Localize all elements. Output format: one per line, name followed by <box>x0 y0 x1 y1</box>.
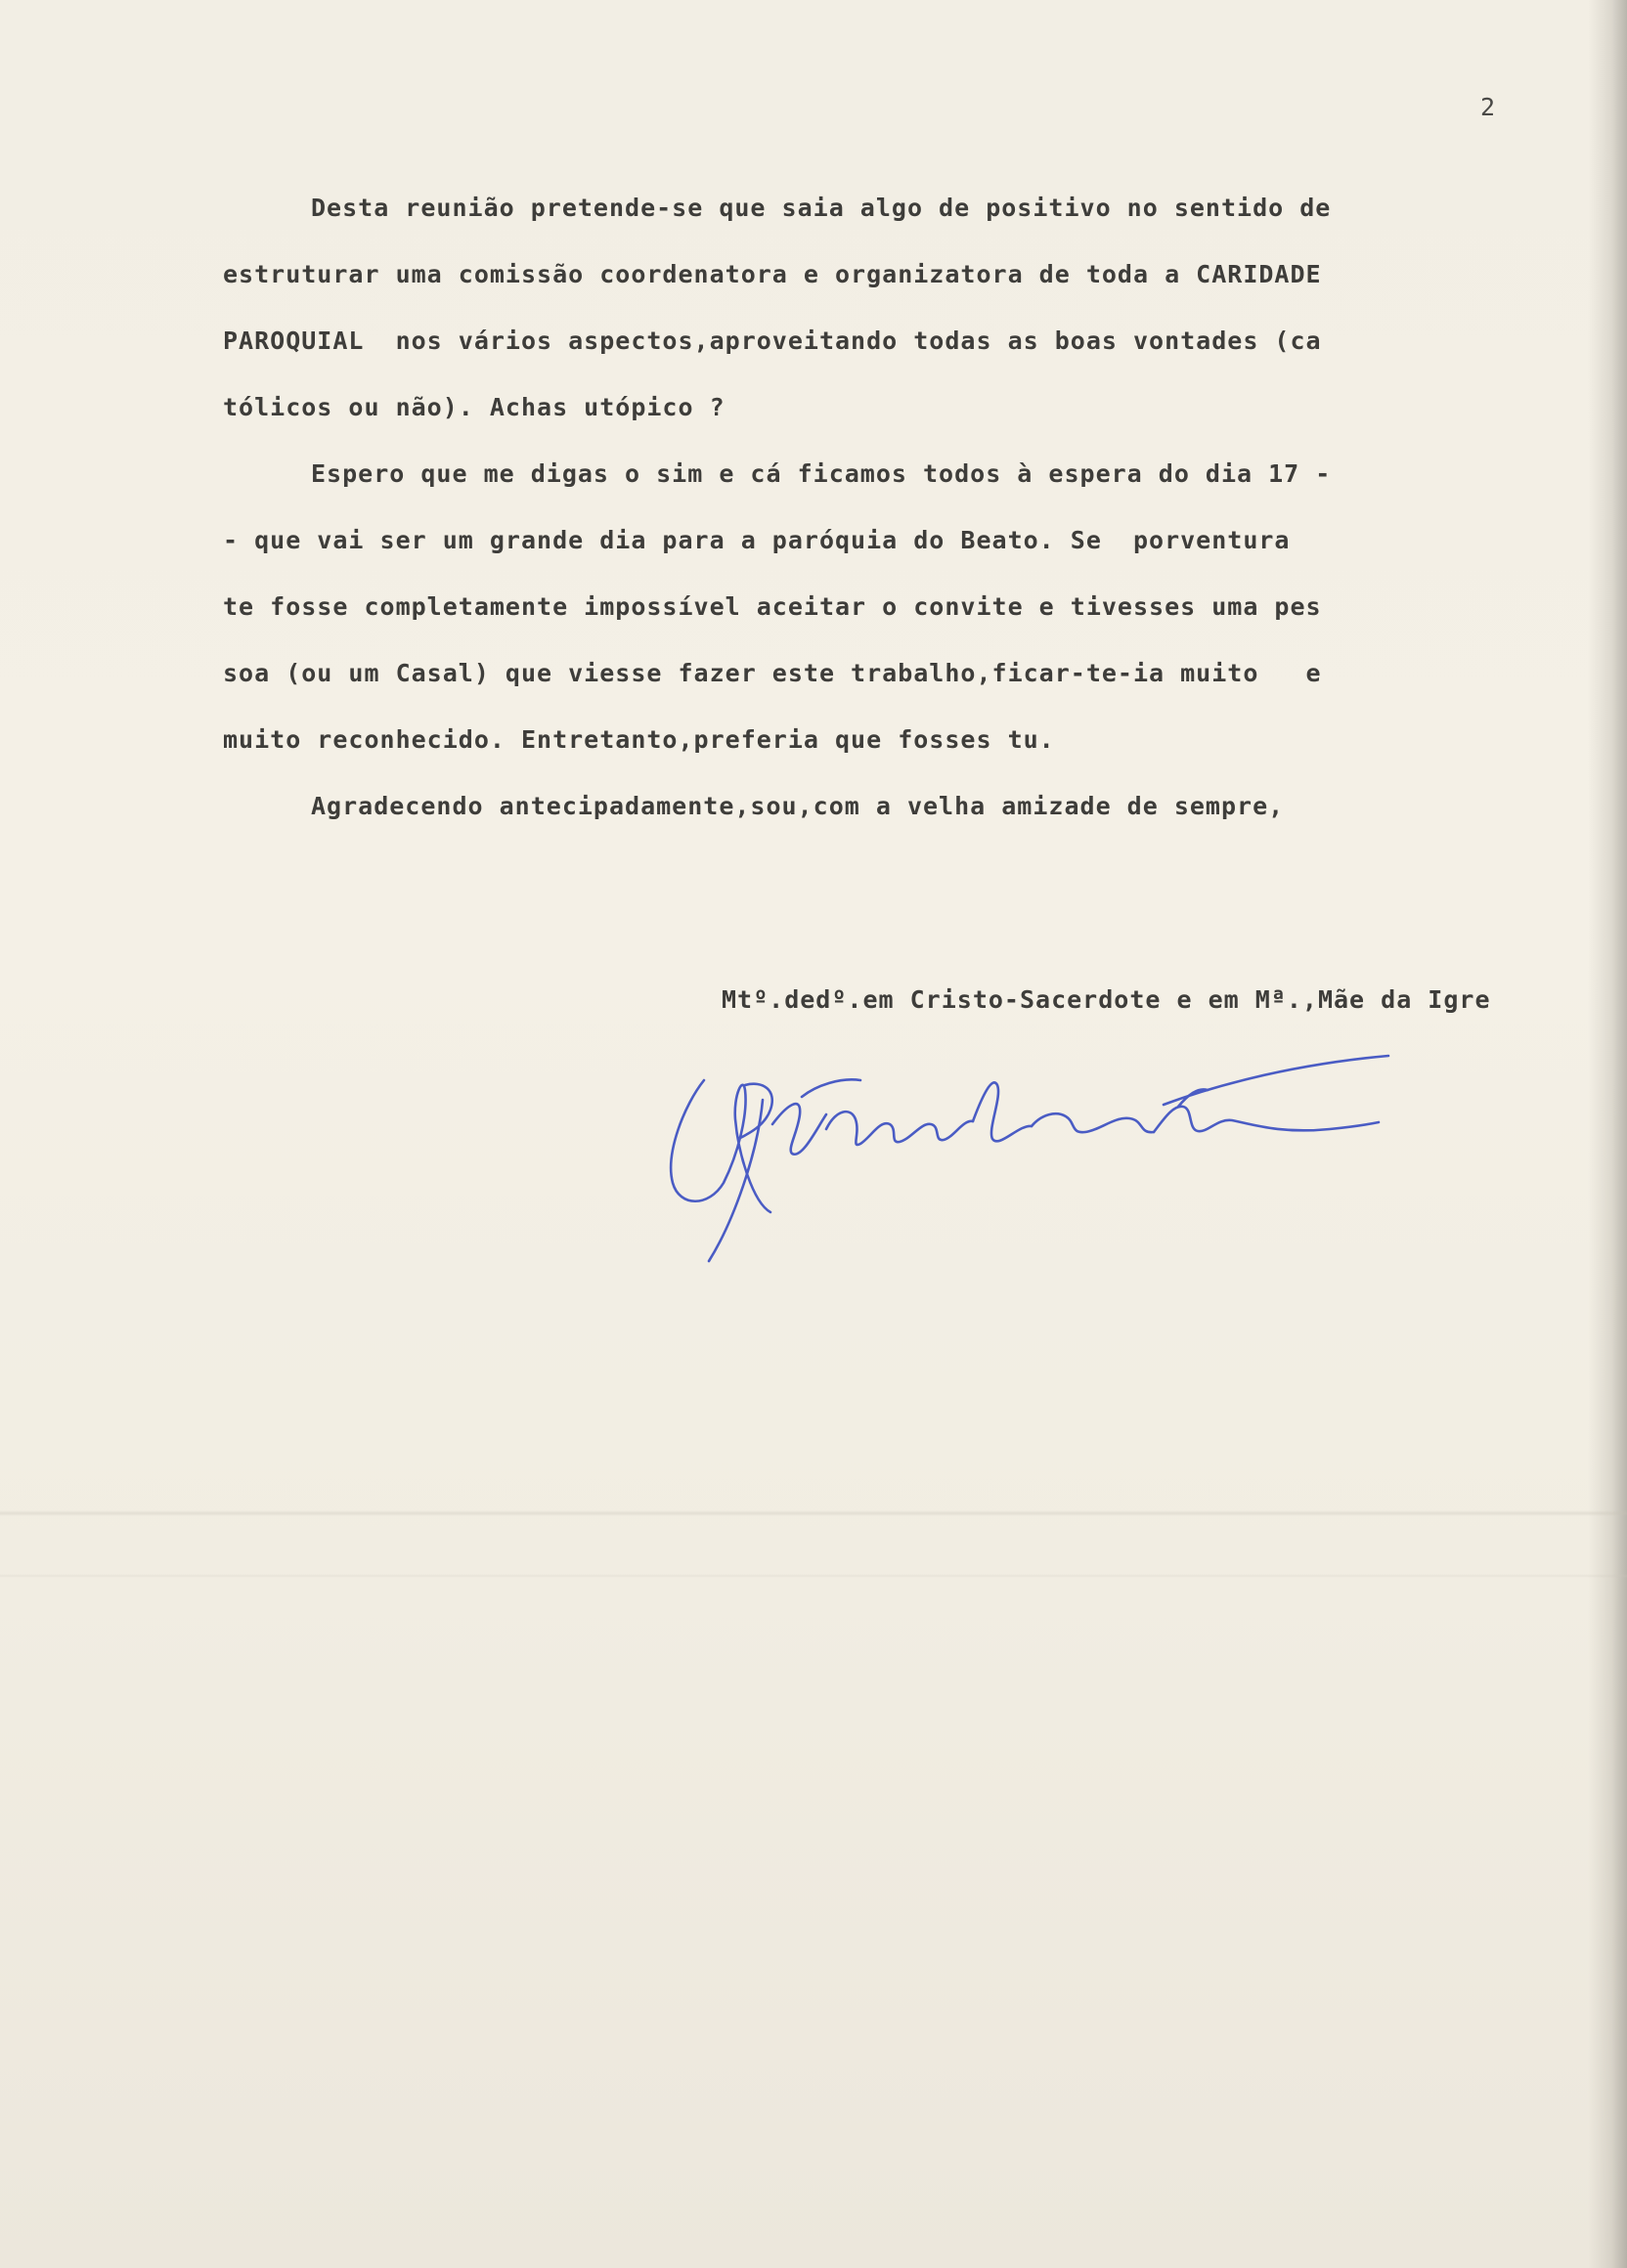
body-line-1: Desta reunião pretende-se que saia algo de positivo no sentido de <box>311 194 1332 222</box>
body-line-3: PAROQUIAL nos vários aspectos,aproveitando todas as boas vontades (ca <box>223 327 1322 355</box>
body-line-8: soa (ou um Casal) que viesse fazer este trabalho,ficar-te-ia muito e <box>223 659 1322 687</box>
body-line-10: Agradecendo antecipadamente,sou,com a velha amizade de sempre, <box>311 792 1285 820</box>
closing-salutation: Mtº.dedº.em Cristo-Sacerdote e em Mª.,Mãe da Igre <box>722 985 1491 1014</box>
handwritten-signature <box>655 1036 1398 1281</box>
body-line-2: estruturar uma comissão coordenatora e organizatora de toda a CARIDADE <box>223 260 1322 288</box>
paper-fold-secondary <box>0 1574 1627 1578</box>
page-number: 2 <box>1480 93 1497 121</box>
body-line-9: muito reconhecido. Entretanto,preferia que fosses tu. <box>223 725 1055 754</box>
paper-fold <box>0 1510 1627 1516</box>
paper-edge-shadow <box>1588 0 1627 2268</box>
body-line-5: Espero que me digas o sim e cá ficamos todos à espera do dia 17 - <box>311 459 1332 488</box>
body-line-7: te fosse completamente impossível aceitar o convite e tivesses uma pes <box>223 592 1322 621</box>
body-line-6: - que vai ser um grande dia para a paróquia do Beato. Se porventura <box>223 526 1291 554</box>
body-line-4: tólicos ou não). Achas utópico ? <box>223 393 726 421</box>
